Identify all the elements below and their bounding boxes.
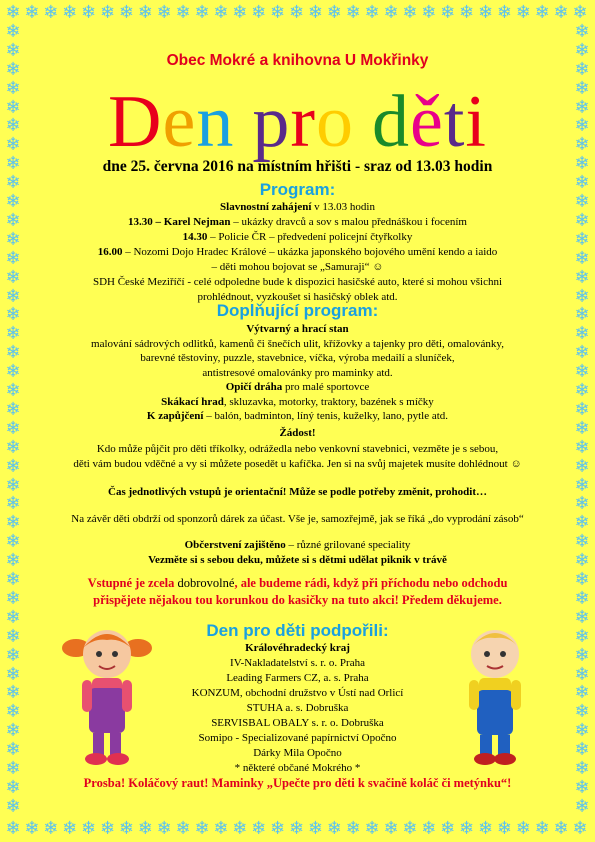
program-line [38, 245, 557, 259]
snowflake-icon: ❄ [175, 2, 191, 23]
snowflake-icon: ❄ [459, 818, 475, 839]
snowflake-icon: ❄ [5, 776, 21, 798]
snowflake-icon: ❄ [213, 818, 229, 839]
snowflake-icon: ❄ [175, 818, 191, 839]
snowflake-icon: ❄ [5, 795, 21, 817]
snowflake-icon: ❄ [496, 818, 512, 839]
snowflake-icon: ❄ [5, 153, 21, 175]
extra-program-line-text: – balón, badminton, líný tenis, kuželky, lano, pytle atd. [203, 410, 449, 422]
snowflake-icon: ❄ [194, 818, 210, 839]
snowflake-icon: ❄ [5, 398, 21, 420]
request-line-2: děti vám budou vděčné a vy si můžete posedět u kafíčka. Jen si na svůj majetek musíte dohlédnout ☺ [73, 458, 522, 470]
snowflake-icon: ❄ [553, 2, 569, 23]
snowflake-icon: ❄ [574, 228, 590, 250]
snowflake-icon: ❄ [383, 2, 399, 23]
entry-line-1 [38, 576, 557, 590]
program-line [38, 260, 557, 274]
snowflake-icon: ❄ [251, 2, 267, 23]
extra-program-line [38, 322, 557, 336]
food-line [38, 538, 557, 552]
extra-program-line [38, 366, 557, 380]
title-letter: r [290, 81, 316, 163]
snowflake-icon: ❄ [574, 474, 590, 496]
snowflake-icon: ❄ [307, 818, 323, 839]
snowflake-icon: ❄ [459, 2, 475, 23]
snowflake-icon: ❄ [43, 2, 59, 23]
snowflake-icon: ❄ [5, 191, 21, 212]
snowflake-icon: ❄ [574, 701, 590, 723]
sponsor-item: SERVISBAL OBALY s. r. o. Dobruška [211, 717, 384, 729]
program-line [38, 230, 557, 244]
snowflake-icon: ❄ [5, 682, 21, 704]
title-letter: d [371, 81, 410, 163]
snowflake-icon: ❄ [574, 115, 590, 137]
snowflake-icon: ❄ [5, 436, 21, 458]
program-line-bold: 16.00 [97, 246, 123, 258]
snowflake-icon: ❄ [402, 818, 418, 839]
snowflake-icon: ❄ [383, 818, 399, 839]
snowflake-icon: ❄ [5, 587, 21, 609]
snowflake-icon: ❄ [5, 39, 21, 61]
sponsor-item: STUHA a. s. Dobruška [246, 702, 349, 714]
snowflake-icon: ❄ [326, 2, 342, 23]
snowflake-icon: ❄ [574, 455, 590, 477]
snowflake-icon: ❄ [574, 247, 590, 269]
poster-title [38, 82, 557, 162]
title-letter: e [162, 81, 197, 163]
snowflake-icon: ❄ [574, 795, 590, 817]
snowflake-icon: ❄ [574, 266, 590, 288]
food-bold: Občerstvení zajištěno [184, 539, 286, 551]
snowflake-icon: ❄ [5, 455, 21, 477]
snowflake-icon: ❄ [345, 818, 361, 839]
snowflake-icon: ❄ [421, 2, 437, 23]
snowflake-icon: ❄ [345, 2, 361, 23]
entry-part-1: Vstupné je zcela [87, 576, 178, 590]
snowflake-icon: ❄ [5, 115, 21, 137]
snowflake-icon: ❄ [574, 304, 590, 326]
snowflake-icon: ❄ [5, 531, 21, 553]
snowflake-icon: ❄ [574, 531, 590, 553]
snowflake-icon: ❄ [574, 20, 590, 42]
program-line [38, 200, 557, 214]
snowflake-icon: ❄ [81, 818, 97, 839]
snowflake-icon: ❄ [99, 818, 116, 839]
snowflake-icon: ❄ [5, 550, 21, 572]
snowflake-icon: ❄ [534, 2, 550, 23]
extra-program-line-bold: Výtvarný a hrací stan [246, 323, 349, 335]
snowflake-icon: ❄ [118, 818, 134, 839]
snowflake-icon: ❄ [574, 720, 590, 742]
snowflake-icon: ❄ [5, 209, 21, 231]
request-title: Žádost! [279, 427, 316, 439]
snowflake-icon: ❄ [288, 2, 305, 23]
extra-program-line-text: pro malé sportovce [282, 381, 370, 393]
snowflake-icon: ❄ [5, 701, 21, 723]
snowflake-icon: ❄ [270, 2, 286, 23]
snowflake-icon: ❄ [251, 818, 267, 839]
snowflake-icon: ❄ [99, 2, 116, 23]
snowflake-icon: ❄ [43, 818, 59, 839]
snowflake-icon: ❄ [421, 818, 437, 839]
snowflake-icon: ❄ [5, 818, 21, 839]
sponsor-item: Leading Farmers CZ, a. s. Praha [226, 672, 369, 684]
snowflake-icon: ❄ [156, 2, 172, 23]
snowflake-icon: ❄ [5, 20, 21, 42]
snowflake-icon: ❄ [62, 818, 78, 839]
snowflake-icon: ❄ [232, 2, 248, 23]
extra-program-line [38, 351, 557, 365]
extra-program-line-bold: Skákací hrad [161, 395, 224, 408]
extra-program-line [38, 395, 557, 409]
snowflake-icon: ❄ [137, 2, 153, 23]
snowflake-icon: ❄ [118, 2, 134, 23]
extra-program-heading: Doplňující program: [216, 301, 379, 320]
snowflake-icon: ❄ [574, 569, 590, 590]
title-letter: ě [409, 81, 444, 163]
title-letter: n [196, 81, 235, 163]
extra-program-line-text: malování sádrových odlitků, kamenů či šnečích ulit, křížovky a tajenky pro děti, omalovánky, [91, 337, 504, 350]
date-line: dne 25. června 2016 na místním hřišti - sraz od 13.03 hodin [102, 158, 493, 175]
snowflake-icon: ❄ [574, 285, 590, 307]
program-line-bold: Slavnostní zahájení [220, 201, 312, 213]
snowflake-icon: ❄ [574, 96, 590, 118]
snowflake-icon: ❄ [574, 493, 590, 515]
food-text: – různé grilované speciality [285, 539, 411, 551]
snowflake-icon: ❄ [5, 96, 21, 118]
snowflake-icon: ❄ [574, 776, 590, 798]
boy-illustration [455, 618, 535, 768]
extra-program-line-bold: Opičí dráha [225, 381, 283, 393]
title-letter: p [252, 81, 291, 163]
organizer-line: Obec Mokré a knihovna U Mokřinky [166, 52, 429, 69]
snowflake-icon: ❄ [534, 818, 550, 839]
snowflake-icon: ❄ [515, 2, 531, 23]
snowflake-icon: ❄ [5, 342, 21, 364]
snowflake-icon: ❄ [5, 417, 21, 439]
snowflake-icon: ❄ [213, 2, 229, 23]
snowflake-icon: ❄ [440, 2, 456, 23]
snowflake-icon: ❄ [574, 739, 590, 761]
program-line-text: – ukázky dravců a sov s malou přednáškou i focením [230, 216, 467, 228]
snowflake-icon: ❄ [574, 606, 590, 628]
snowflake-icon: ❄ [5, 134, 21, 156]
extra-program-line-text: , skluzavka, motorky, traktory, bazének s míčky [223, 395, 434, 408]
sponsors-heading: Den pro děti podpořili: [206, 621, 389, 640]
snowflake-icon: ❄ [515, 818, 531, 839]
snowflake-icon: ❄ [574, 77, 590, 99]
extra-program-line [38, 380, 557, 394]
snowflake-icon: ❄ [574, 436, 590, 458]
snowflake-icon: ❄ [270, 818, 286, 839]
snowflake-icon: ❄ [5, 739, 21, 761]
snowflake-icon: ❄ [137, 818, 153, 839]
snowflake-icon: ❄ [572, 818, 588, 839]
snowflake-icon: ❄ [5, 304, 21, 326]
title-letter: i [465, 81, 487, 163]
snowflake-icon: ❄ [574, 550, 590, 572]
extra-program-line [38, 409, 557, 423]
title-letter: o [315, 81, 354, 163]
program-line-text: – Nozomi Dojo Hradec Králové – ukázka japonského bojového umění kendo a iaido [122, 246, 498, 258]
snowflake-icon: ❄ [307, 2, 323, 23]
snowflake-icon: ❄ [574, 398, 590, 420]
snowflake-icon: ❄ [5, 58, 21, 80]
snowflake-icon: ❄ [574, 758, 590, 779]
snowflake-icon: ❄ [574, 512, 590, 534]
snowflake-icon: ❄ [5, 247, 21, 269]
snowflake-icon: ❄ [364, 818, 380, 839]
snowflake-icon: ❄ [574, 134, 590, 156]
snowflake-icon: ❄ [440, 818, 456, 839]
snowflake-icon: ❄ [574, 172, 590, 194]
snowflake-icon: ❄ [574, 663, 590, 685]
title-letter: t [443, 81, 466, 163]
snowflake-icon: ❄ [81, 2, 97, 23]
snowflake-icon: ❄ [553, 818, 569, 839]
snowflake-icon: ❄ [232, 818, 248, 839]
snowflake-icon: ❄ [5, 512, 21, 534]
snowflake-icon: ❄ [5, 172, 21, 194]
snowflake-icon: ❄ [574, 682, 590, 704]
program-line-text: – Policie ČR – předvedení policejní čtyřkolky [207, 231, 413, 243]
girl-illustration [62, 618, 152, 768]
sponsor-item: Královéhradecký kraj [245, 642, 350, 654]
snowflake-icon: ❄ [402, 2, 418, 23]
snowflake-icon: ❄ [574, 587, 590, 609]
sponsor-item: KONZUM, obchodní družstvo v Ústí nad Orlicí [191, 687, 404, 699]
snowflake-icon: ❄ [574, 39, 590, 61]
program-line-text: v 13.03 hodin [311, 201, 375, 213]
sponsor-item: IV-Nakladatelství s. r. o. Praha [230, 657, 365, 669]
snowflake-icon: ❄ [5, 285, 21, 307]
snowflake-icon: ❄ [5, 228, 21, 250]
snowflake-icon: ❄ [574, 209, 590, 231]
snowflake-icon: ❄ [496, 2, 512, 23]
snowflake-icon: ❄ [5, 569, 21, 590]
snowflake-icon: ❄ [574, 625, 590, 647]
snowflake-icon: ❄ [5, 720, 21, 742]
snowflake-icon: ❄ [574, 644, 590, 666]
snowflake-icon: ❄ [5, 644, 21, 666]
snowflake-icon: ❄ [574, 58, 590, 80]
snowflake-icon: ❄ [5, 361, 21, 383]
times-note: Čas jednotlivých vstupů je orientační! Může se podle potřeby změnit, prohodit… [108, 486, 487, 498]
program-line-text: SDH České Meziříčí - celé odpoledne bude k dispozici hasičské auto, které si mohou všichni [92, 276, 503, 288]
footer-line: Prosba! Koláčový raut! Maminky „Upečte pro děti k svačině koláč či metýnku“! [83, 776, 512, 790]
snowflake-icon: ❄ [574, 191, 590, 212]
snowflake-icon: ❄ [24, 818, 40, 839]
snowflake-icon: ❄ [62, 2, 78, 23]
snowflake-icon: ❄ [477, 818, 494, 839]
sponsor-item: Dárky Mila Opočno [253, 747, 342, 759]
snowflake-icon: ❄ [5, 323, 21, 345]
program-line-text: – děti mohou bojovat se „Samuraji“ ☺ [211, 261, 384, 273]
sponsor-item: * některé občané Mokrého * [234, 762, 361, 774]
snowflake-icon: ❄ [5, 380, 21, 401]
title-letter: D [108, 81, 163, 163]
extra-program-line [38, 337, 557, 351]
extra-program-line-text: antistresové omalovánky pro maminky atd. [202, 366, 393, 379]
sponsor-item: Somipo - Specializované papírnictví Opočno [198, 732, 397, 744]
snowflake-icon: ❄ [5, 758, 21, 779]
snowflake-icon: ❄ [5, 77, 21, 99]
snowflake-icon: ❄ [5, 625, 21, 647]
program-line-bold: 13.30 – Karel Nejman [128, 216, 231, 228]
picnic-line: Vezměte si s sebou deku, můžete si s dětmi udělat piknik v trávě [148, 554, 447, 566]
snowflake-icon: ❄ [574, 380, 590, 401]
entry-part-2: dobrovolné [177, 576, 235, 590]
request-line-1: Kdo může půjčit pro děti tříkolky, odrážedla nebo venkovní stavebnici, vezměte je s sebou, [96, 443, 499, 455]
entry-line-2: přispějete nějakou tou korunkou do kasičky na tuto akci! Předem děkujeme. [93, 593, 502, 607]
snowflake-icon: ❄ [574, 323, 590, 345]
snowflake-icon: ❄ [5, 2, 21, 23]
program-line-bold: 14.30 [182, 231, 208, 243]
program-line [38, 275, 557, 289]
snowflake-icon: ❄ [5, 493, 21, 515]
entry-part-3: , ale budeme rádi, když při příchodu nebo odchodu [234, 576, 508, 590]
extra-program-line-bold: K zapůjčení [146, 410, 204, 422]
snowflake-icon: ❄ [194, 2, 210, 23]
snowflake-icon: ❄ [477, 2, 494, 23]
snowflake-icon: ❄ [574, 153, 590, 175]
snowflake-icon: ❄ [574, 361, 590, 383]
extra-program-line-text: barevné těstoviny, puzzle, stavebnice, víčka, výroba medailí a sluníček, [140, 352, 455, 364]
gift-note: Na závěr děti obdrží od sponzorů dárek za účast. Vše je, samozřejmě, jak se říká „do vyprodání zásob“ [71, 513, 524, 525]
snowflake-icon: ❄ [364, 2, 380, 23]
snowflake-icon: ❄ [5, 606, 21, 628]
snowflake-icon: ❄ [156, 818, 172, 839]
snowflake-icon: ❄ [326, 818, 342, 839]
program-heading: Program: [259, 180, 336, 199]
snowflake-icon: ❄ [5, 474, 21, 496]
program-line [38, 215, 557, 229]
snowflake-icon: ❄ [574, 417, 590, 439]
snowflake-icon: ❄ [5, 266, 21, 288]
snowflake-icon: ❄ [574, 342, 590, 364]
snowflake-icon: ❄ [24, 2, 40, 23]
snowflake-icon: ❄ [5, 663, 21, 685]
snowflake-icon: ❄ [288, 818, 305, 839]
snowflake-icon: ❄ [572, 2, 588, 23]
program-line-text: prohlédnout, vyzkoušet si hasičský oblek atd. [197, 291, 398, 303]
